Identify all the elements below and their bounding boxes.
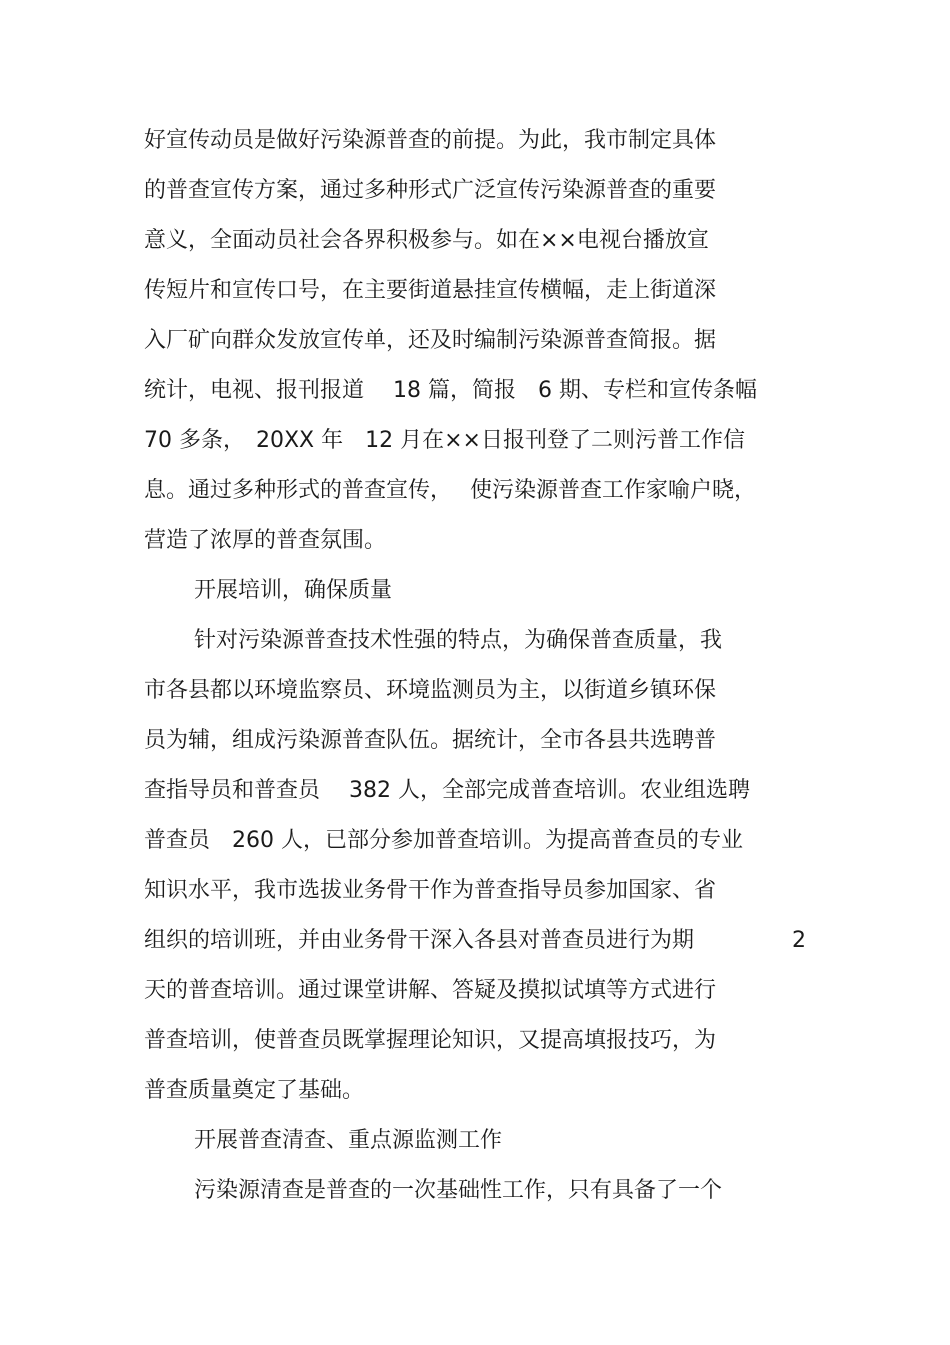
text-line: 的普查宣传方案，通过多种形式广泛宣传污染源普查的重要 [144,178,717,203]
section-heading: 开展培训，确保质量 [194,578,393,603]
inline-number: 2 [792,928,806,953]
text-line: 市各县都以环境监察员、环境监测员为主，以街道乡镇环保 [144,678,717,703]
text-line: 员为辅，组成污染源普查队伍。据统计，全市各县共选聘普 [144,728,717,753]
text-line: 针对污染源普查技术性强的特点，为确保普查质量，我 [194,628,723,653]
text-line: 污染源清查是普查的一次基础性工作，只有具备了一个 [194,1178,723,1203]
text-line: 普查质量奠定了基础。 [144,1078,365,1103]
text-line: 天的普查培训。通过课堂讲解、答疑及摸拟试填等方式进行 [144,978,717,1003]
text-line: 70 多条， 20XX 年 12 月在××日报刊登了二则污普工作信 [144,428,745,453]
text-line: 息。通过多种形式的普查宣传， 使污染源普查工作家喻户晓， [144,478,756,503]
text-line: 营造了浓厚的普查氛围。 [144,528,387,553]
text-line: 传短片和宣传口号，在主要街道悬挂宣传横幅，走上街道深 [144,278,717,303]
text-line: 查指导员和普查员 382 人，全部完成普查培训。农业组选聘 [144,778,750,803]
text-line: 入厂矿向群众发放宣传单，还及时编制污染源普查简报。据 [144,328,717,353]
text-line: 意义，全面动员社会各界积极参与。如在××电视台播放宣 [144,228,709,253]
text-line: 普查培训，使普查员既掌握理论知识，又提高填报技巧，为 [144,1028,717,1053]
text-line: 组织的培训班，并由业务骨干深入各县对普查员进行为期 [144,928,695,953]
text-line: 好宣传动员是做好污染源普查的前提。为此，我市制定具体 [144,128,717,153]
section-heading: 开展普查清查、重点源监测工作 [194,1128,503,1153]
text-line: 知识水平，我市选拔业务骨干作为普查指导员参加国家、省 [144,878,717,903]
text-line: 统计，电视、报刊报道 18 篇，简报 6 期、专栏和宣传条幅 [144,378,757,403]
text-line: 普查员 260 人，已部分参加普查培训。为提高普查员的专业 [144,828,743,853]
